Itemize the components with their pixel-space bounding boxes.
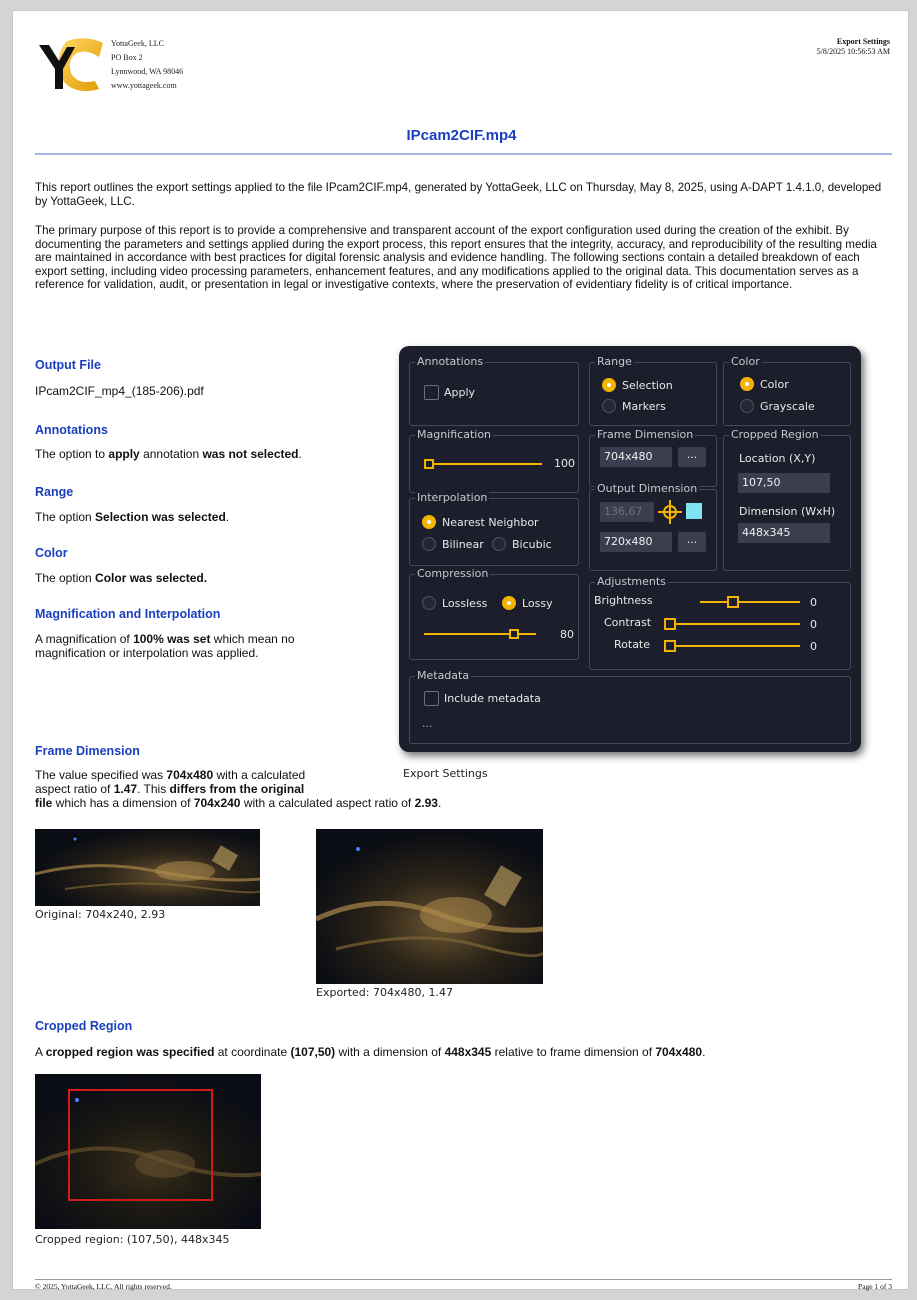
include-metadata-label: Include metadata — [444, 692, 541, 705]
brightness-label: Brightness — [594, 594, 653, 607]
color-heading: Color — [35, 546, 68, 560]
quality-slider-thumb[interactable] — [509, 629, 519, 639]
output-dimension-more-button[interactable]: ... — [678, 532, 706, 552]
report-timestamp: 5/8/2025 10:56:53 AM — [816, 47, 890, 56]
dialog-caption: Export Settings — [403, 767, 488, 780]
annotations-text: The option to apply annotation was not selected. — [35, 447, 302, 461]
rotate-slider[interactable] — [670, 645, 800, 647]
quality-value: 80 — [560, 628, 574, 641]
contrast-slider-thumb[interactable] — [664, 618, 676, 630]
rotate-value: 0 — [810, 640, 817, 653]
brightness-value: 0 — [810, 596, 817, 609]
crop-dimension-label: Dimension (WxH) — [739, 505, 836, 518]
magnification-group-label: Magnification — [417, 428, 492, 441]
color-grayscale-radio[interactable] — [740, 399, 754, 413]
magnification-slider-thumb[interactable] — [424, 459, 434, 469]
magnification-slider[interactable] — [424, 463, 542, 465]
company-website: www.yottageek.com — [111, 81, 177, 90]
range-markers-label: Markers — [622, 400, 666, 413]
company-pobox: PO Box 2 — [111, 53, 143, 62]
magnification-value: 100 — [554, 457, 575, 470]
output-file-text: IPcam2CIF_mp4_(185-206).pdf — [35, 384, 204, 398]
frame-dimension-field[interactable]: 704x480 — [600, 447, 672, 467]
report-type: Export Settings — [836, 37, 890, 46]
frame-dimension-group-label: Frame Dimension — [597, 428, 694, 441]
magnification-group — [409, 428, 579, 493]
annotations-group-label: Annotations — [417, 355, 484, 368]
color-color-radio[interactable] — [740, 377, 754, 391]
compression-lossy-label: Lossy — [522, 597, 553, 610]
apply-label: Apply — [444, 386, 476, 399]
cropped-region-image — [35, 1074, 261, 1229]
purpose-paragraph: The primary purpose of this report is to provide a comprehensive and transparent account of the export configuration used during the creation of the exhibit. By documenting the parameters and settings applied during the export process, this report ensures that the integrity, accuracy, and reproducibility of the resulting media are maintained in accordance with best practices for digital forensic analysis and evidence handling. The following sections contain a detailed breakdown of each export setting, including video processing parameters, enhancement features, and any modifications applied to the original data. This documentation serves as a reference for validation, audit, or presentation in legal or investigative contexts, where the preservation of evidentiary fidelity is of critical importance. — [35, 224, 877, 291]
adjustments-group — [589, 575, 851, 670]
exported-image-caption: Exported: 704x480, 1.47 — [316, 986, 453, 999]
rotate-slider-thumb[interactable] — [664, 640, 676, 652]
compression-lossless-radio[interactable] — [422, 596, 436, 610]
original-frame-image — [35, 829, 260, 906]
anchor-color-swatch[interactable] — [686, 503, 702, 519]
color-text: The option Color was selected. — [35, 571, 208, 585]
report-header-meta — [817, 37, 890, 57]
metadata-more[interactable]: ... — [422, 717, 433, 730]
frame-dimension-text: The value specified was 704x480 with a calculated aspect ratio of 1.47. This differs from the original file which has a dimension of 704x240 with a calculated aspect ratio of 2.93. — [35, 768, 442, 810]
color-color-label: Color — [760, 378, 789, 391]
interpolation-group-label: Interpolation — [417, 491, 488, 504]
interp-nearest-label: Nearest Neighbor — [442, 516, 539, 529]
title-divider — [35, 153, 892, 155]
range-group — [589, 355, 717, 426]
yottageek-logo — [37, 33, 105, 93]
company-city: Lynnwood, WA 98046 — [111, 67, 184, 76]
contrast-value: 0 — [810, 618, 817, 631]
quality-slider[interactable] — [424, 633, 536, 635]
footer-copyright: © 2025, YottaGeek, LLC. All rights reserved. — [35, 1282, 172, 1291]
crop-dimension-field[interactable]: 448x345 — [738, 523, 830, 543]
interp-bilinear-radio[interactable] — [422, 537, 436, 551]
frame-dimension-more-button[interactable]: ... — [678, 447, 706, 467]
interp-bicubic-radio[interactable] — [492, 537, 506, 551]
output-dimension-field[interactable]: 720x480 — [600, 532, 672, 552]
color-group-label: Color — [731, 355, 760, 368]
rotate-label: Rotate — [614, 638, 651, 651]
compression-lossy-radio[interactable] — [502, 596, 516, 610]
exported-frame-image — [316, 829, 543, 984]
cropped-region-group-label: Cropped Region — [731, 428, 819, 441]
page-footer — [35, 1279, 892, 1291]
compression-group — [409, 567, 579, 660]
metadata-group-label: Metadata — [417, 669, 470, 682]
annotations-heading: Annotations — [35, 423, 108, 437]
color-grayscale-label: Grayscale — [760, 400, 815, 413]
range-heading: Range — [35, 485, 74, 499]
contrast-slider[interactable] — [670, 623, 800, 625]
range-selection-label: Selection — [622, 379, 673, 392]
interp-bilinear-label: Bilinear — [442, 538, 484, 551]
export-settings-dialog — [399, 346, 861, 752]
cropped-region-heading: Cropped Region — [35, 1019, 133, 1033]
contrast-label: Contrast — [604, 616, 652, 629]
color-group — [723, 355, 851, 426]
interp-nearest-radio[interactable] — [422, 515, 436, 529]
cropped-region-text: A cropped region was specified at coordinate (107,50) with a dimension of 448x345 relative to frame dimension of 704x480. — [35, 1045, 706, 1059]
adjustments-group-label: Adjustments — [597, 575, 666, 588]
apply-checkbox[interactable] — [424, 385, 439, 400]
output-anchor-field[interactable]: 136,67 — [600, 502, 654, 522]
interp-bicubic-label: Bicubic — [512, 538, 552, 551]
range-selection-radio[interactable] — [602, 378, 616, 392]
range-markers-radio[interactable] — [602, 399, 616, 413]
frame-dimension-group — [589, 428, 717, 487]
original-image-caption: Original: 704x240, 2.93 — [35, 908, 166, 921]
document-title: IPcam2CIF.mp4 — [406, 127, 517, 144]
brightness-slider-thumb[interactable] — [727, 596, 739, 608]
crop-location-field[interactable]: 107,50 — [738, 473, 830, 493]
intro-paragraph: This report outlines the export settings applied to the file IPcam2CIF.mp4, generated by YottaGeek, LLC on Thursday, May 8, 2025, using A-DAPT 1.4.1.0, developed by YottaGeek, LLC. — [35, 181, 882, 208]
footer-page-number: Page 1 of 3 — [858, 1282, 892, 1291]
brightness-slider[interactable] — [700, 601, 800, 603]
compression-lossless-label: Lossless — [442, 597, 488, 610]
output-file-heading: Output File — [35, 358, 101, 372]
company-address — [111, 37, 183, 93]
metadata-group — [409, 669, 851, 744]
interpolation-group — [409, 491, 579, 566]
output-dimension-group — [589, 482, 717, 571]
magnification-text: A magnification of 100% was set which mean no magnification or interpolation was applied. — [35, 632, 295, 660]
range-group-label: Range — [597, 355, 632, 368]
company-name: YottaGeek, LLC — [111, 39, 164, 48]
anchor-crosshair-icon[interactable] — [658, 500, 682, 524]
compression-group-label: Compression — [417, 567, 489, 580]
annotations-group — [409, 355, 579, 426]
output-dimension-group-label: Output Dimension — [597, 482, 698, 495]
magnification-heading: Magnification and Interpolation — [35, 607, 221, 621]
cropped-region-group — [723, 428, 851, 571]
include-metadata-checkbox[interactable] — [424, 691, 439, 706]
crop-location-label: Location (X,Y) — [739, 452, 816, 465]
report-page — [12, 10, 909, 1290]
range-text: The option Selection was selected. — [35, 510, 230, 524]
cropped-image-caption: Cropped region: (107,50), 448x345 — [35, 1233, 230, 1246]
frame-dimension-heading: Frame Dimension — [35, 744, 140, 758]
